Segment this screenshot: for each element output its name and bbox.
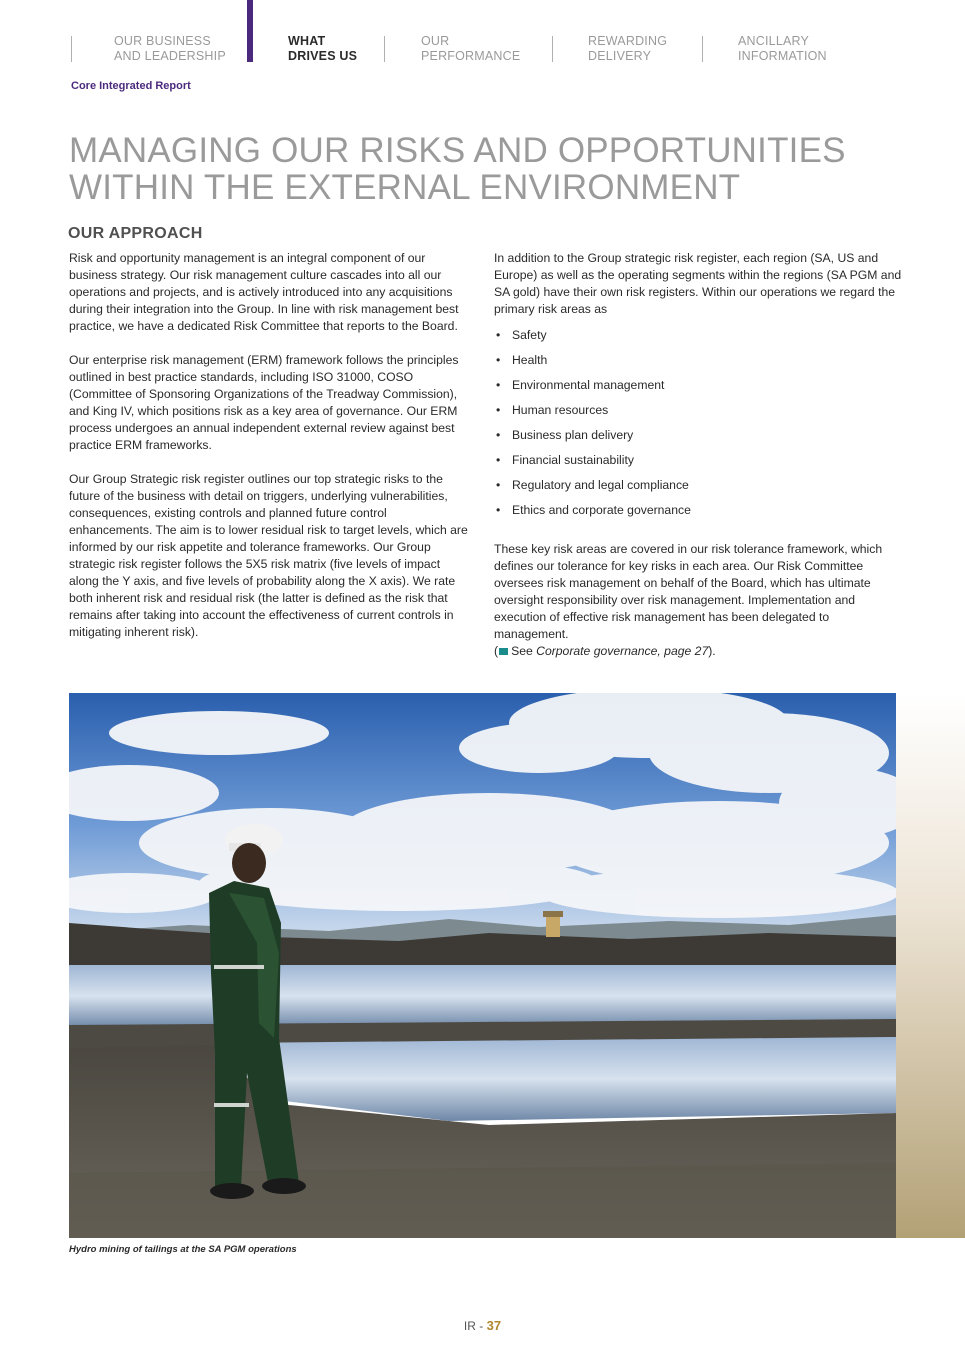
photo-caption: Hydro mining of tailings at the SA PGM operations [69,1244,297,1255]
paragraph: In addition to the Group strategic risk register, each region (SA, US and Europe) as well as the operating segments within the regions (SA PGM and SA gold) have their own risk registers. Within our operations we regard the primary risk areas as [494,251,902,316]
list-item: • Regulatory and legal compliance [494,477,904,502]
nav-item-line1: WHAT [288,34,326,48]
decorative-gradient-strip [896,693,965,1238]
ref-open-paren: ( [494,644,499,658]
ref-link[interactable]: Corporate governance, page 27 [536,644,709,658]
paragraph: These key risk areas are covered in our risk tolerance framework, which defines our tolerance for key risks in each area. Our Risk Committee oversees risk management on behalf of the Board, which has ultimate oversight responsibility over risk management. Implementation and execution of effective risk management has been delegated to management. [494,542,883,641]
nav-item-line1: REWARDING [588,34,668,48]
ref-see: See [511,644,537,658]
nav-item-what-drives-us[interactable] [288,34,357,64]
nav-item-line2: PERFORMANCE [421,49,521,63]
right-column [494,250,904,660]
paragraph: Risk and opportunity management is an integral component of our business strategy. Our risk management culture cascades into all our operations and projects, and is actively introduced into any acquisitions during their integration into the Group. In line with risk management best practice, we have a dedicated Risk Committee that reports to the Board. [69,251,459,333]
nav-item-line1: ANCILLARY [738,34,810,48]
ref-close-paren: ). [708,644,716,658]
list-item: • Business plan delivery [494,427,904,452]
nav-separator [552,36,553,62]
nav-item-rewarding-delivery[interactable] [588,34,667,64]
nav-item-line2: DELIVERY [588,49,652,63]
nav-separator [384,36,385,62]
list-item: • Health [494,352,904,377]
paragraph: Our enterprise risk management (ERM) framework follows the principles outlined in best practice standards, including ISO 31000, COSO (Committee of Sponsoring Organizations of the Treadway Commission), and King IV, which positions risk as a key area of governance. Our ERM process undergoes an annual independent external review against best practice ERM frameworks. [69,353,459,452]
page-number-value: 37 [486,1318,502,1333]
page-number-prefix: IR - [463,1319,487,1333]
page-title [69,132,846,206]
nav-item-ancillary-information[interactable] [738,34,827,64]
nav-item-line1: OUR [421,34,450,48]
nav-separator [71,36,72,62]
risk-areas-list [494,327,904,527]
list-item: • Human resources [494,402,904,427]
top-navigation [0,0,965,70]
page-title-line2: WITHIN THE EXTERNAL ENVIRONMENT [69,168,741,207]
nav-item-line2: INFORMATION [738,49,827,63]
nav-item-line2: AND LEADERSHIP [114,49,226,63]
list-item: • Ethics and corporate governance [494,502,904,527]
nav-item-our-business[interactable] [114,34,226,64]
list-item: • Safety [494,327,904,352]
nav-item-line2: DRIVES US [288,49,358,63]
list-item: • Financial sustainability [494,452,904,477]
list-item: • Environmental management [494,377,904,402]
nav-item-line1: OUR BUSINESS [114,34,211,48]
cross-reference[interactable] [494,643,904,660]
report-label: Core Integrated Report [71,80,191,92]
paragraph: Our Group Strategic risk register outlines our top strategic risks to the future of the business with detail on triggers, underlying vulnerabilities, consequences, existing controls and planned future control enhancements. The aim is to lower residual risk to target levels, which are informed by our risk appetite and tolerance frameworks. Our Group strategic risk register follows the 5X5 risk matrix (five levels of impact along the Y axis, and five levels of probability along the X axis). We rate both inherent risk and residual risk (the latter is defined as the risk that remains after taking into account the effectiveness of current controls in mitigating inherent risk). [69,472,468,639]
nav-separator [702,36,703,62]
book-icon [499,648,508,655]
page-number [0,1318,965,1333]
section-heading: OUR APPROACH [68,225,203,242]
page-title-line1: MANAGING OUR RISKS AND OPPORTUNITIES [69,131,846,170]
left-column [69,250,469,658]
nav-item-our-performance[interactable] [421,34,520,64]
nav-active-indicator [247,0,253,62]
site-photo [69,693,896,1238]
photo-illustration [69,693,896,1238]
